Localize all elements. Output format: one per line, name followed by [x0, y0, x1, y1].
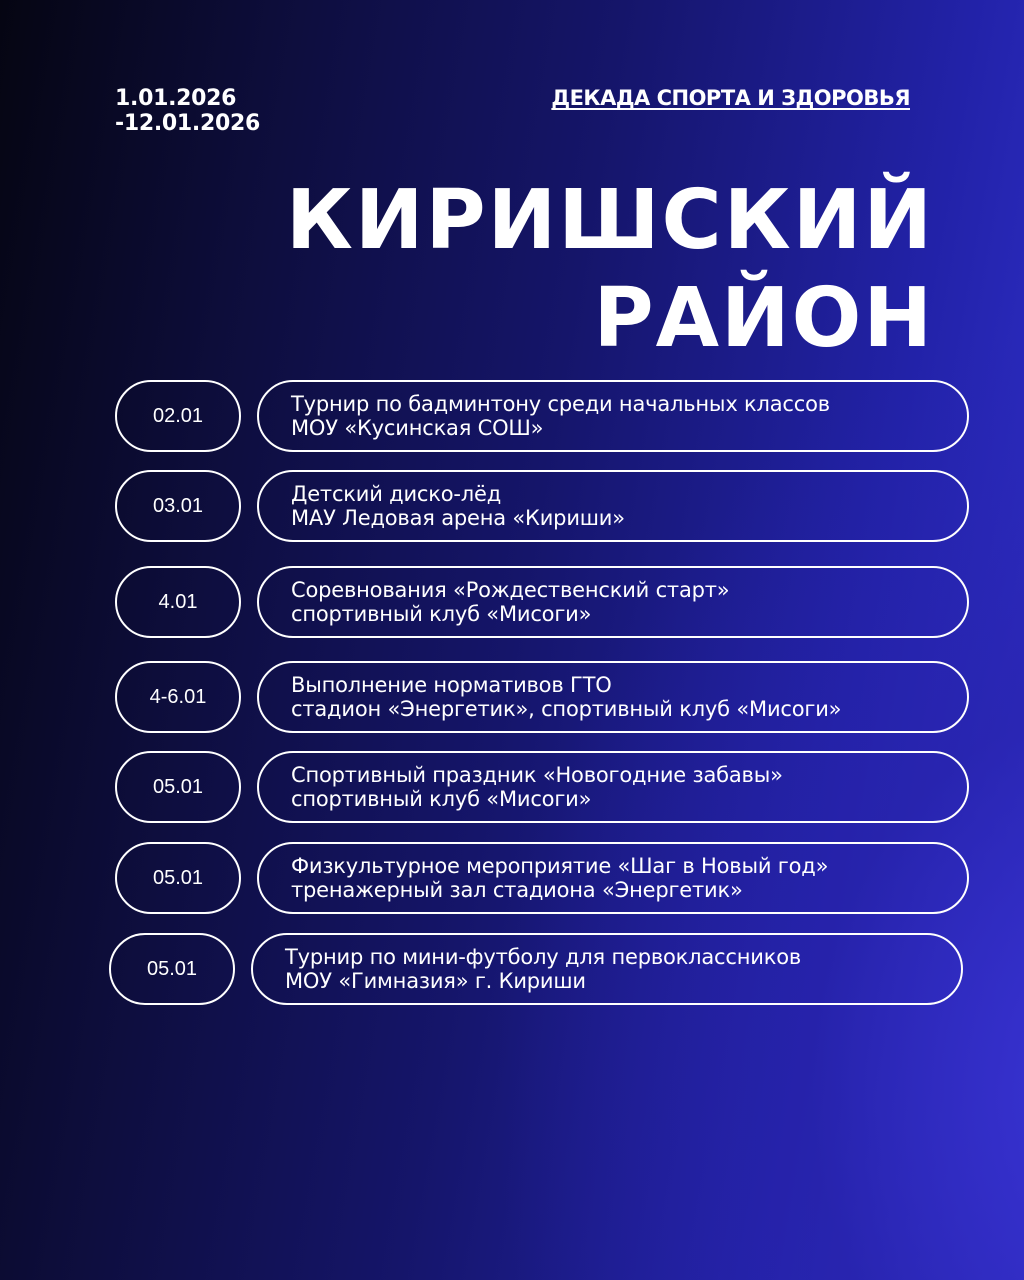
event-place: стадион «Энергетик», спортивный клуб «Мисоги»: [291, 697, 842, 721]
event-place: МОУ «Кусинская СОШ»: [291, 416, 544, 440]
date-range-end: -12.01.2026: [115, 111, 261, 136]
event-date: 4-6.01: [115, 661, 241, 733]
event-subtitle: ДЕКАДА СПОРТА И ЗДОРОВЬЯ: [551, 86, 910, 110]
event-title: Турнир по бадминтону среди начальных классов: [291, 392, 830, 416]
event-date: 03.01: [115, 470, 241, 542]
event-description: [257, 470, 969, 542]
event-description: [257, 751, 969, 823]
event-date: 02.01: [115, 380, 241, 452]
event-row: [0, 661, 1024, 733]
date-range: [115, 86, 260, 136]
event-title: Спортивный праздник «Новогодние забавы»: [291, 763, 783, 787]
event-row: [0, 751, 1024, 823]
event-place: МАУ Ледовая арена «Кириши»: [291, 506, 625, 530]
event-row: [0, 933, 1024, 1005]
event-date: 05.01: [109, 933, 235, 1005]
event-description: [257, 566, 969, 638]
event-description: [257, 842, 969, 914]
event-date: 05.01: [115, 842, 241, 914]
event-place: тренажерный зал стадиона «Энергетик»: [291, 878, 743, 902]
event-row: [0, 566, 1024, 638]
event-row: [0, 470, 1024, 542]
event-description: [251, 933, 963, 1005]
event-place: МОУ «Гимназия» г. Кириши: [285, 969, 586, 993]
page-title: [286, 172, 934, 368]
page-title-line1: КИРИШСКИЙ: [285, 173, 934, 268]
event-title: Детский диско-лёд: [291, 482, 502, 506]
event-title: Турнир по мини-футболу для первоклассников: [285, 945, 802, 969]
page-title-line2: РАЙОН: [593, 271, 934, 366]
event-row: [0, 380, 1024, 452]
event-date: 4.01: [115, 566, 241, 638]
event-place: спортивный клуб «Мисоги»: [291, 787, 592, 811]
event-place: спортивный клуб «Мисоги»: [291, 602, 592, 626]
event-row: [0, 842, 1024, 914]
event-title: Соревнования «Рождественский старт»: [291, 578, 730, 602]
event-title: Физкультурное мероприятие «Шаг в Новый год»: [291, 854, 829, 878]
date-range-start: 1.01.2026: [115, 86, 237, 111]
event-date: 05.01: [115, 751, 241, 823]
event-title: Выполнение нормативов ГТО: [291, 673, 612, 697]
event-description: [257, 661, 969, 733]
event-description: [257, 380, 969, 452]
